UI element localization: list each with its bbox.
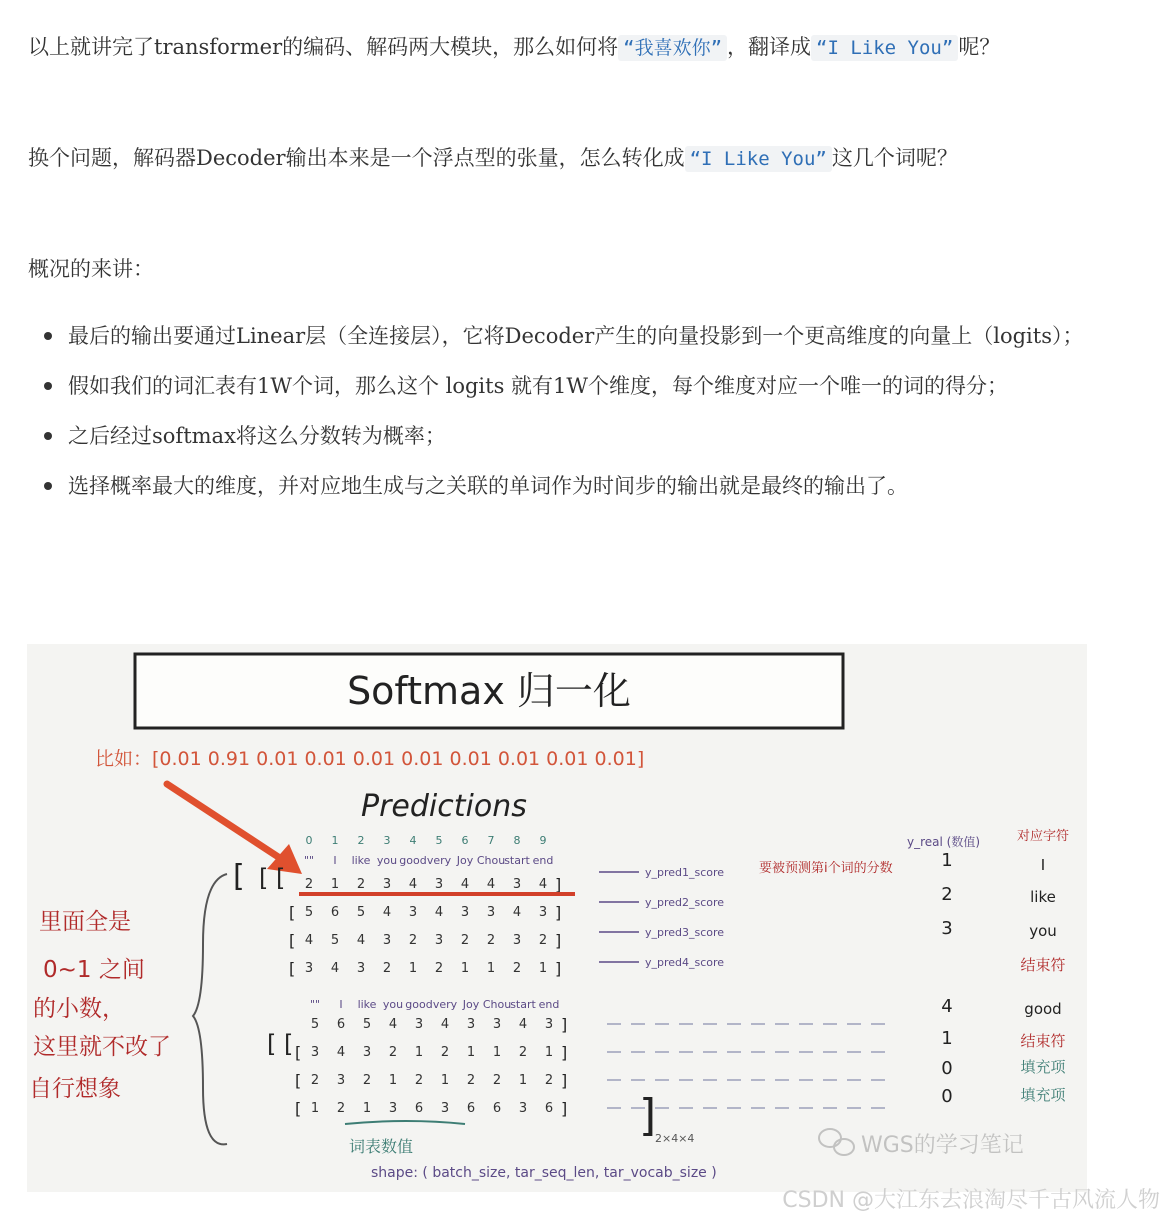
matrix-cell: 3 [538, 905, 548, 920]
matrix-cell: 5 [330, 933, 340, 948]
vocab-word: very [426, 854, 452, 867]
vocab-word: start [510, 998, 536, 1011]
matrix-cell: 4 [434, 905, 444, 920]
row-bracket-close-icon: ] [555, 931, 562, 950]
row-label-arrows [599, 866, 887, 1108]
vocab-word: I [333, 854, 337, 867]
bullet-dot-icon [44, 332, 52, 340]
vocab-index: 2 [357, 834, 365, 847]
left-note-line: 里面全是 [39, 909, 131, 935]
vocab-word: you [382, 998, 404, 1011]
matrix-cell: 2 [388, 1045, 398, 1060]
matrix-cell: 4 [512, 905, 522, 920]
matrix-cell: 3 [440, 1101, 450, 1116]
matrix-cell: 5 [356, 905, 366, 920]
batch1-bracket-open-icon: [ [ [259, 864, 286, 892]
vocab-word: start [504, 854, 530, 867]
row-label: y_pred1_score [645, 866, 725, 879]
paragraph-2 [28, 137, 1088, 180]
matrix-cell: 2 [486, 933, 496, 948]
matrix-cell: 3 [356, 961, 366, 976]
vocab-word: like [357, 998, 377, 1011]
row-label: y_pred4_score [645, 956, 725, 969]
matrix-cell: 3 [382, 877, 392, 892]
dims-label: 2×4×4 [655, 1132, 695, 1145]
vocab-word: good [399, 854, 427, 867]
matrix-cell: 4 [388, 1017, 398, 1032]
vocab-index: 3 [383, 834, 391, 847]
vocab-index: 8 [513, 834, 521, 847]
matrix-cell: 2 [538, 933, 548, 948]
matrix-cell: 1 [408, 961, 418, 976]
matrix-cell: 2 [304, 877, 314, 892]
matrix-cell: 1 [492, 1045, 502, 1060]
matrix-cell: 3 [388, 1101, 398, 1116]
matrix-cell: 2 [382, 961, 392, 976]
y-real-value: 4 [941, 996, 953, 1017]
token-word: I [1040, 856, 1046, 874]
row-bracket-close-icon: ] [561, 1071, 568, 1090]
p2-text-before: 换个问题，解码器Decoder输出本来是一个浮点型的张量，怎么转化成 [28, 146, 685, 170]
matrix-cell: 1 [388, 1073, 398, 1088]
row-bracket-open-icon: [ [295, 1071, 302, 1090]
matrix-cell: 1 [330, 877, 340, 892]
bullet-dot-icon [44, 432, 52, 440]
row-bracket-close-icon: ] [561, 1099, 568, 1118]
token-word: 结束符 [1020, 956, 1066, 974]
matrix-cell: 6 [544, 1101, 554, 1116]
y-real-value: 0 [941, 1058, 953, 1079]
matrix-cell: 6 [414, 1101, 424, 1116]
bullet-item [68, 415, 1098, 457]
left-note-line: 这里就不改了 [33, 1034, 171, 1060]
matrix-cell: 3 [408, 905, 418, 920]
matrix-cell: 1 [466, 1045, 476, 1060]
row-label: y_pred2_score [645, 896, 725, 909]
matrix-cell: 4 [486, 877, 496, 892]
row-bracket-close-icon: ] [561, 1015, 568, 1034]
vocab-word: very [432, 998, 458, 1011]
token-word: good [1024, 1000, 1062, 1018]
row-bracket-close-icon: ] [555, 903, 562, 922]
matrix-cell: 4 [538, 877, 548, 892]
matrix-cell: 2 [460, 933, 470, 948]
matrix-cell: 3 [466, 1017, 476, 1032]
watermark-text: WGS的学习笔记 [861, 1133, 1024, 1158]
bullet-item [68, 365, 1098, 407]
token-word: 结束符 [1020, 1032, 1066, 1050]
words-header: 对应字符 [1017, 829, 1070, 844]
matrix-cell: 4 [460, 877, 470, 892]
row-bracket-close-icon: ] [555, 875, 562, 894]
matrix-cell: 3 [434, 933, 444, 948]
matrix-cell: 2 [466, 1073, 476, 1088]
matrix-cell: 3 [414, 1017, 424, 1032]
bullet-item [68, 465, 1098, 507]
vocab-word: "" [303, 854, 315, 867]
matrix-cell: 4 [336, 1045, 346, 1060]
matrix-cell: 4 [356, 933, 366, 948]
code-inline-i-like-you: “I Like You” [811, 35, 958, 61]
vocab-index: 9 [539, 834, 547, 847]
matrix-cell: 2 [512, 961, 522, 976]
vocab-word: Joy [462, 998, 480, 1011]
bullet-text: 选择概率最大的维度，并对应地生成与之关联的单词作为时间步的输出就是最终的输出了。 [68, 474, 908, 498]
matrix-cell: 3 [544, 1017, 554, 1032]
token-word: you [1029, 922, 1057, 940]
vocab-index: 5 [435, 834, 443, 847]
matrix-cell: 2 [310, 1073, 320, 1088]
matrix-cell: 6 [492, 1101, 502, 1116]
token-word: 填充项 [1020, 1058, 1066, 1076]
matrix-cell: 3 [512, 877, 522, 892]
p1-text-after: 呢？ [958, 35, 1001, 59]
matrix-cell: 5 [362, 1017, 372, 1032]
token-word: like [1030, 888, 1056, 906]
bottom-underline [345, 1121, 465, 1124]
matrix-cell: 5 [304, 905, 314, 920]
matrix-cell: 2 [518, 1045, 528, 1060]
words-column [1020, 856, 1066, 1104]
matrix-cell: 1 [538, 961, 548, 976]
p2-text-after: 这几个词呢？ [831, 146, 958, 170]
token-word: 填充项 [1020, 1086, 1066, 1104]
y-real-value: 2 [941, 884, 953, 905]
paragraph-3: 概况的来讲： [28, 257, 154, 281]
bullet-text: 之后经过softmax将这么分数转为概率； [68, 424, 446, 448]
matrix-cell: 3 [518, 1101, 528, 1116]
matrix-cell: 3 [434, 877, 444, 892]
csdn-watermark: CSDN @大江东去浪淘尽千古风流人物 [782, 1188, 1160, 1213]
y-real-column [941, 850, 952, 1107]
vocab-word: good [405, 998, 433, 1011]
bullet-text: 假如我们的词汇表有1W个词，那么这个 logits 就有1W个维度，每个维度对应一个唯一的词的得分； [68, 374, 1008, 398]
vocab-word: end [538, 998, 560, 1011]
matrix-cell: 3 [492, 1017, 502, 1032]
matrix-cell: 4 [304, 933, 314, 948]
wechat-watermark [819, 1129, 1024, 1158]
matrix-cell: 3 [362, 1045, 372, 1060]
p1-text-before: 以上就讲完了transformer的编码、解码两大模块，那么如何将 [28, 35, 619, 59]
batch2-bracket-open-icon: [ [ [267, 1030, 294, 1058]
matrix-cell: 2 [336, 1101, 346, 1116]
matrix-cell: 2 [356, 877, 366, 892]
row-label: y_pred3_score [645, 926, 725, 939]
left-curly-brace-icon [193, 874, 227, 1144]
matrix-cell: 1 [362, 1101, 372, 1116]
vocab-word: I [339, 998, 343, 1011]
bullet-item [68, 315, 1098, 357]
matrix-cell: 2 [408, 933, 418, 948]
matrix-cell: 3 [512, 933, 522, 948]
predictions-heading: Predictions [361, 789, 527, 824]
row-bracket-close-icon: ] [561, 1043, 568, 1062]
matrix-cell: 3 [310, 1045, 320, 1060]
softmax-figure [27, 644, 1087, 1192]
matrix-cell: 1 [544, 1045, 554, 1060]
left-note [29, 909, 171, 1102]
matrix-cell: 2 [492, 1073, 502, 1088]
matrix-cell: 3 [336, 1073, 346, 1088]
matrix-cell: 1 [414, 1045, 424, 1060]
matrix-cell: 2 [434, 961, 444, 976]
matrix-cell: 6 [336, 1017, 346, 1032]
row-note: 要被预测第i个词的分数 [759, 861, 893, 876]
vocab-word: you [376, 854, 398, 867]
code-inline-i-like-you-2: “I Like You” [685, 146, 832, 172]
matrix-cell: 5 [310, 1017, 320, 1032]
matrix-cell: 4 [518, 1017, 528, 1032]
matrix-cell: 4 [408, 877, 418, 892]
matrix-cell: 4 [330, 961, 340, 976]
vocab-word: Joy [456, 854, 474, 867]
y-real-value: 3 [941, 918, 953, 939]
matrix-cell: 3 [486, 905, 496, 920]
matrix-cell: 2 [440, 1045, 450, 1060]
left-note-line: 自行想象 [29, 1076, 121, 1102]
row-bracket-open-icon: [ [289, 903, 296, 922]
y-real-value: 1 [941, 1028, 953, 1049]
bullet-dot-icon [44, 482, 52, 490]
vocab-words-row [310, 998, 559, 1011]
matrix-cell: 4 [440, 1017, 450, 1032]
vocab-word: Chou [482, 998, 512, 1011]
y-real-value: 1 [941, 850, 953, 871]
vocab-word: end [532, 854, 554, 867]
row-bracket-open-icon: [ [295, 1043, 302, 1062]
matrix-cell: 1 [518, 1073, 528, 1088]
vocab-index: 1 [331, 834, 339, 847]
outer-bracket-close-icon: ] [639, 1090, 657, 1141]
left-note-line: 的小数， [33, 996, 125, 1022]
paragraph-1 [28, 26, 1088, 69]
y-real-value: 0 [941, 1086, 953, 1107]
wechat-icon [819, 1129, 841, 1147]
vocab-index: 7 [487, 834, 495, 847]
vocab-index: 4 [409, 834, 417, 847]
matrix-cell: 4 [382, 905, 392, 920]
vocab-word: "" [309, 998, 321, 1011]
left-note-line: 0~1 之间 [43, 957, 145, 983]
p1-text-mid: ，翻译成 [727, 35, 812, 59]
outer-bracket-open-icon: [ [233, 859, 245, 894]
vocab-word: like [351, 854, 371, 867]
vocab-index-row [306, 834, 547, 847]
example-vector: 比如：[0.01 0.91 0.01 0.01 0.01 0.01 0.01 0.01 0.01 0.01] [95, 748, 645, 770]
row-bracket-close-icon: ] [555, 959, 562, 978]
matrix-cell: 2 [414, 1073, 424, 1088]
y-real-header: y_real (数值) [907, 835, 981, 849]
matrix-cell: 1 [486, 961, 496, 976]
vocab-words-row [304, 854, 553, 867]
red-arrow-shaft [167, 784, 289, 864]
matrix-cell: 1 [460, 961, 470, 976]
matrix-cell: 3 [304, 961, 314, 976]
matrix-cell: 3 [460, 905, 470, 920]
matrix-cell: 2 [544, 1073, 554, 1088]
vocab-word: Chou [476, 854, 506, 867]
batch-2-matrix [295, 1015, 567, 1118]
row-bracket-open-icon: [ [289, 931, 296, 950]
softmax-diagram [27, 644, 1087, 1192]
code-inline-wo-xi-huan-ni: “我喜欢你” [618, 35, 727, 61]
bullet-list [28, 315, 1098, 515]
matrix-cell: 6 [466, 1101, 476, 1116]
bottom-label: 词表数值 [349, 1137, 414, 1156]
batch-1-matrix [289, 875, 561, 978]
matrix-cell: 6 [330, 905, 340, 920]
bullet-text: 最后的输出要通过Linear层（全连接层），它将Decoder产生的向量投影到一个更高维度的向量上（logits）； [68, 324, 1084, 348]
row-bracket-open-icon: [ [295, 1099, 302, 1118]
figure-title: Softmax 归一化 [347, 669, 631, 713]
bullet-dot-icon [44, 382, 52, 390]
wechat-icon-small [834, 1139, 854, 1155]
matrix-cell: 1 [310, 1101, 320, 1116]
row-bracket-open-icon: [ [289, 959, 296, 978]
matrix-cell: 1 [440, 1073, 450, 1088]
matrix-cell: 2 [362, 1073, 372, 1088]
matrix-cell: 3 [382, 933, 392, 948]
vocab-index: 0 [305, 834, 313, 847]
shape-label: shape: ( batch_size, tar_seq_len, tar_vocab_size ) [371, 1165, 717, 1181]
vocab-index: 6 [461, 834, 469, 847]
